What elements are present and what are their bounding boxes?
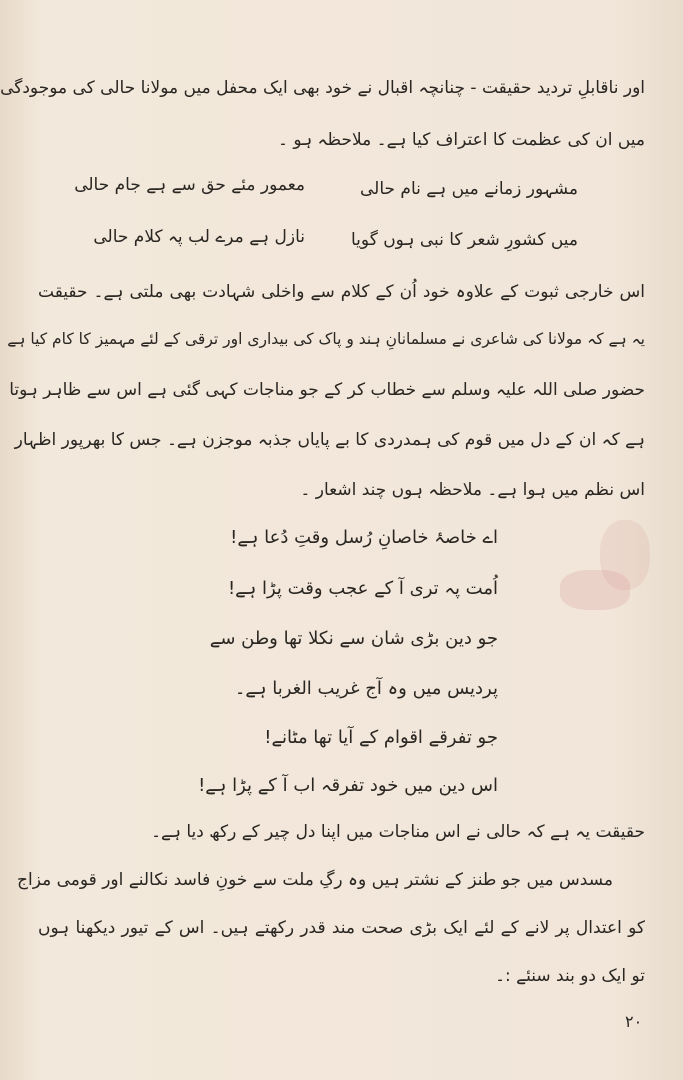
verse-line: جو تفرقے اقوام کے آیا تھا مٹانے! bbox=[264, 727, 498, 748]
prose-line: مسدس میں جو طنز کے نشتر ہیں وہ رگِ ملت سے خونِ فاسد نکالنے اور قومی مزاج bbox=[17, 870, 613, 890]
verse-line: اُمت پہ تری آ کے عجب وقت پڑا ہے! bbox=[227, 578, 498, 599]
verse-line: اے خاصۂ خاصانِ رُسل وقتِ دُعا ہے! bbox=[230, 527, 498, 548]
verse-line: اس دین میں خود تفرقہ اب آ کے پڑا ہے! bbox=[198, 775, 498, 796]
prose-line: یہ ہے کہ مولانا کی شاعری نے مسلمانانِ ہند و پاک کی بیداری اور ترقی کے لئے مہمیز کا کام کیا ہے bbox=[7, 330, 645, 348]
prose-line: حضور صلی اللہ علیہ وسلم سے خطاب کر کے جو مناجات کہی گئی ہے اس سے ظاہر ہوتا bbox=[9, 380, 645, 400]
prose-line: اس نظم میں ہوا ہے۔ ملاحظہ ہوں چند اشعار ۔ bbox=[300, 480, 645, 500]
paper-stain bbox=[600, 520, 650, 590]
prose-line: کو اعتدال پر لانے کے لئے ایک بڑی صحت مند قدر رکھتے ہیں۔ اس کے تیور دیکھنا ہوں bbox=[38, 918, 645, 938]
verse-line: پردیس میں وہ آج غریب الغربا ہے۔ bbox=[234, 678, 498, 699]
page-number: ۲۰ bbox=[625, 1012, 643, 1031]
prose-line: اور ناقابلِ تردید حقیقت - چنانچہ اقبال نے خود بھی ایک محفل میں مولانا حالی کی موجودگی bbox=[0, 78, 645, 98]
prose-line: میں ان کی عظمت کا اعتراف کیا ہے۔ ملاحظہ ہو ۔ bbox=[278, 130, 645, 150]
couplet-line: مشہور زمانے میں ہے نام حالی bbox=[359, 179, 578, 199]
couplet-line: میں کشورِ شعر کا نبی ہوں گویا bbox=[351, 230, 578, 250]
prose-line: حقیقت یہ ہے کہ حالی نے اس مناجات میں اپنا دل چیر کے رکھ دیا ہے۔ bbox=[151, 822, 645, 842]
prose-line: تو ایک دو بند سنئے :۔ bbox=[495, 966, 645, 986]
couplet-line: معمور مئے حق سے ہے جام حالی bbox=[74, 175, 305, 195]
prose-line: ہے کہ ان کے دل میں قوم کی ہمدردی کا بے پایاں جذبہ موجزن ہے۔ جس کا بھرپور اظہار bbox=[14, 430, 645, 450]
prose-line: اس خارجی ثبوت کے علاوہ خود اُن کے کلام سے واخلی شہادت بھی ملتی ہے۔ حقیقت bbox=[38, 282, 645, 302]
couplet-line: نازل ہے مرے لب پہ کلام حالی bbox=[93, 227, 305, 247]
verse-line: جو دین بڑی شان سے نکلا تھا وطن سے bbox=[209, 628, 498, 649]
